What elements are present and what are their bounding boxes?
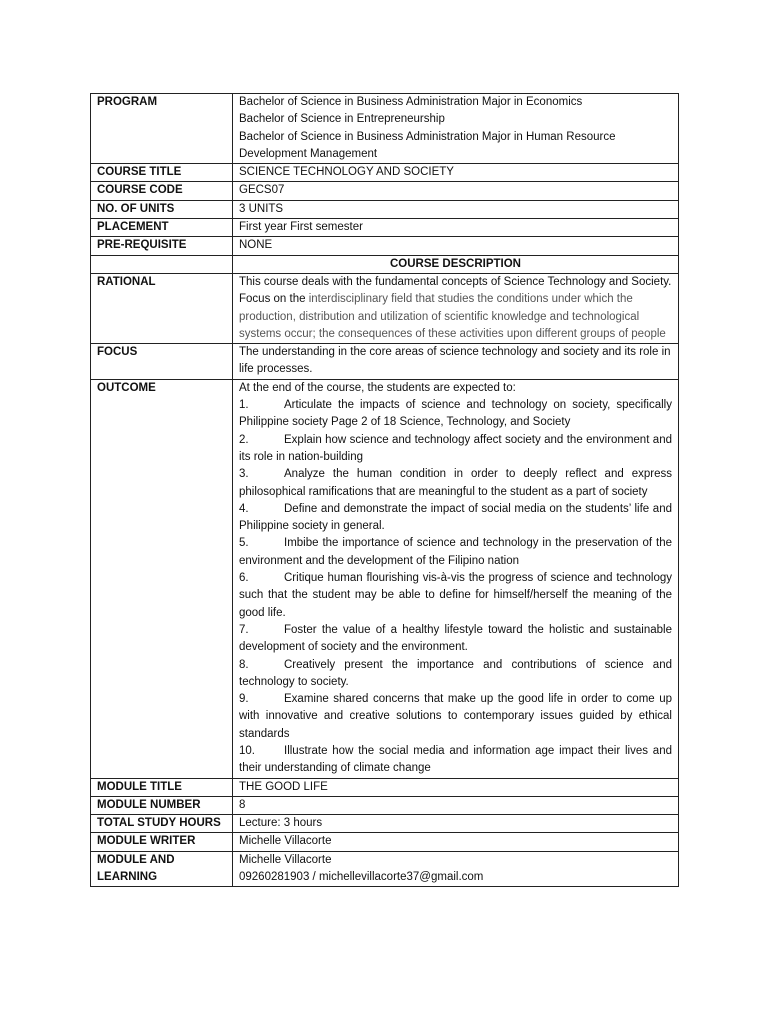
outcome-item-number: 5. [239, 537, 249, 550]
course-title-row [91, 164, 679, 182]
course-description-row [91, 255, 679, 273]
rational-value [233, 273, 679, 343]
outcome-item-text: Illustrate how the social media and information age impact their lives and their understanding of climate change [239, 744, 672, 775]
units-label: NO. OF UNITS [91, 200, 233, 218]
outcome-item-text: Explain how science and technology affect society and the environment and its role in nation-building [239, 433, 672, 463]
outcome-item-number: 4. [239, 502, 249, 515]
module-learning-value [233, 851, 679, 887]
outcome-item-number: 3. [239, 468, 249, 481]
rational-text-part-1: This course deals with the fundamental concepts of Science Technology and Society. Focus on the [239, 275, 672, 306]
outcome-item-text: Foster the value of a healthy lifestyle toward the holistic and sustainable development of society and the environment. [239, 623, 672, 654]
outcome-item-text: Creatively present the importance and contributions of science and technology to society. [239, 658, 672, 688]
outcome-value [233, 379, 679, 778]
outcome-item-number: 6. [239, 572, 249, 585]
outcome-item-number: 8. [239, 658, 249, 671]
outcome-item [239, 570, 672, 622]
study-hours-row [91, 815, 679, 833]
study-hours-value: Lecture: 3 hours [233, 815, 679, 833]
focus-value: The understanding in the core areas of science technology and society and its role in life processes. [233, 344, 679, 380]
outcome-intro: At the end of the course, the students are expected to: [239, 381, 516, 394]
course-code-label: COURSE CODE [91, 182, 233, 200]
outcome-item-number: 10. [239, 744, 255, 757]
outcome-item [239, 691, 672, 743]
outcome-item-text: Articulate the impacts of science and technology on society, specifically Philippine society Page 2 of 18 Science, Technology, and Society [239, 399, 672, 429]
course-description-empty-cell [91, 255, 233, 273]
program-value [233, 94, 679, 164]
course-code-value: GECS07 [233, 182, 679, 200]
module-learning-row [91, 851, 679, 887]
outcome-label: OUTCOME [91, 379, 233, 778]
module-writer-row [91, 833, 679, 851]
course-code-row [91, 182, 679, 200]
focus-label: FOCUS [91, 344, 233, 380]
rational-text-part-2: interdisciplinary field that studies the conditions under which the production, distribution and utilization of scientific knowledge and technological systems occur; the consequences of these activities upon different groups of people [239, 293, 666, 340]
units-value: 3 UNITS [233, 200, 679, 218]
focus-row [91, 344, 679, 380]
outcome-item [239, 535, 672, 570]
rational-row [91, 273, 679, 343]
outcome-item-number: 2. [239, 433, 249, 446]
module-number-label: MODULE NUMBER [91, 796, 233, 814]
program-label: PROGRAM [91, 94, 233, 164]
syllabus-table [90, 93, 679, 887]
module-title-row [91, 778, 679, 796]
program-line-1: Bachelor of Science in Business Administration Major in Economics [239, 96, 583, 108]
program-line-3: Bachelor of Science in Business Administration Major in Human Resource Development Management [239, 130, 616, 160]
module-number-row [91, 796, 679, 814]
outcome-item-number: 7. [239, 623, 249, 636]
outcome-item [239, 743, 672, 778]
outcome-item-number: 9. [239, 693, 249, 706]
module-title-value: THE GOOD LIFE [233, 778, 679, 796]
outcome-item-text: Define and demonstrate the impact of social media on the students’ life and Philippine society in general. [239, 502, 672, 533]
prereq-label: PRE-REQUISITE [91, 237, 233, 255]
study-hours-label: TOTAL STUDY HOURS [91, 815, 233, 833]
units-row [91, 200, 679, 218]
placement-row [91, 219, 679, 237]
module-learning-contact: 09260281903 / michellevillacorte37@gmail.com [239, 871, 484, 884]
program-row [91, 94, 679, 164]
outcome-item [239, 466, 672, 501]
outcome-item-text: Analyze the human condition in order to deeply reflect and express philosophical ramifications that are meaningful to the student as a part of society [239, 468, 672, 498]
placement-label: PLACEMENT [91, 219, 233, 237]
prereq-value: NONE [233, 237, 679, 255]
outcome-item-text: Examine shared concerns that make up the good life in order to come up with innovative and creative solutions to contemporary issues guided by ethical standards [239, 693, 672, 740]
rational-label: RATIONAL [91, 273, 233, 343]
program-line-2: Bachelor of Science in Entrepreneurship [239, 113, 445, 126]
outcome-row [91, 379, 679, 778]
outcome-item-number: 1. [239, 399, 249, 412]
outcome-item-text: Imbibe the importance of science and technology in the preservation of the environment and the development of the Filipino nation [239, 537, 672, 567]
module-learning-value-line-1: Michelle Villacorte [239, 853, 332, 866]
course-description-heading: COURSE DESCRIPTION [233, 255, 679, 273]
outcome-item [239, 397, 672, 432]
outcome-item-text: Critique human flourishing vis-à-vis the progress of science and technology such that the student may be able to define for himself/herself the meaning of the good life. [239, 572, 672, 619]
placement-value: First year First semester [233, 219, 679, 237]
module-learning-label-line-1: MODULE AND [97, 853, 175, 866]
module-title-label: MODULE TITLE [91, 778, 233, 796]
outcome-item [239, 657, 672, 692]
module-number-value: 8 [233, 796, 679, 814]
module-writer-value: Michelle Villacorte [233, 833, 679, 851]
course-title-label: COURSE TITLE [91, 164, 233, 182]
outcome-item [239, 622, 672, 657]
prereq-row [91, 237, 679, 255]
outcome-item [239, 432, 672, 467]
module-learning-label-line-2: LEARNING [97, 871, 158, 884]
module-writer-label: MODULE WRITER [91, 833, 233, 851]
course-title-value: SCIENCE TECHNOLOGY AND SOCIETY [233, 164, 679, 182]
module-learning-label [91, 851, 233, 887]
outcome-item [239, 501, 672, 536]
